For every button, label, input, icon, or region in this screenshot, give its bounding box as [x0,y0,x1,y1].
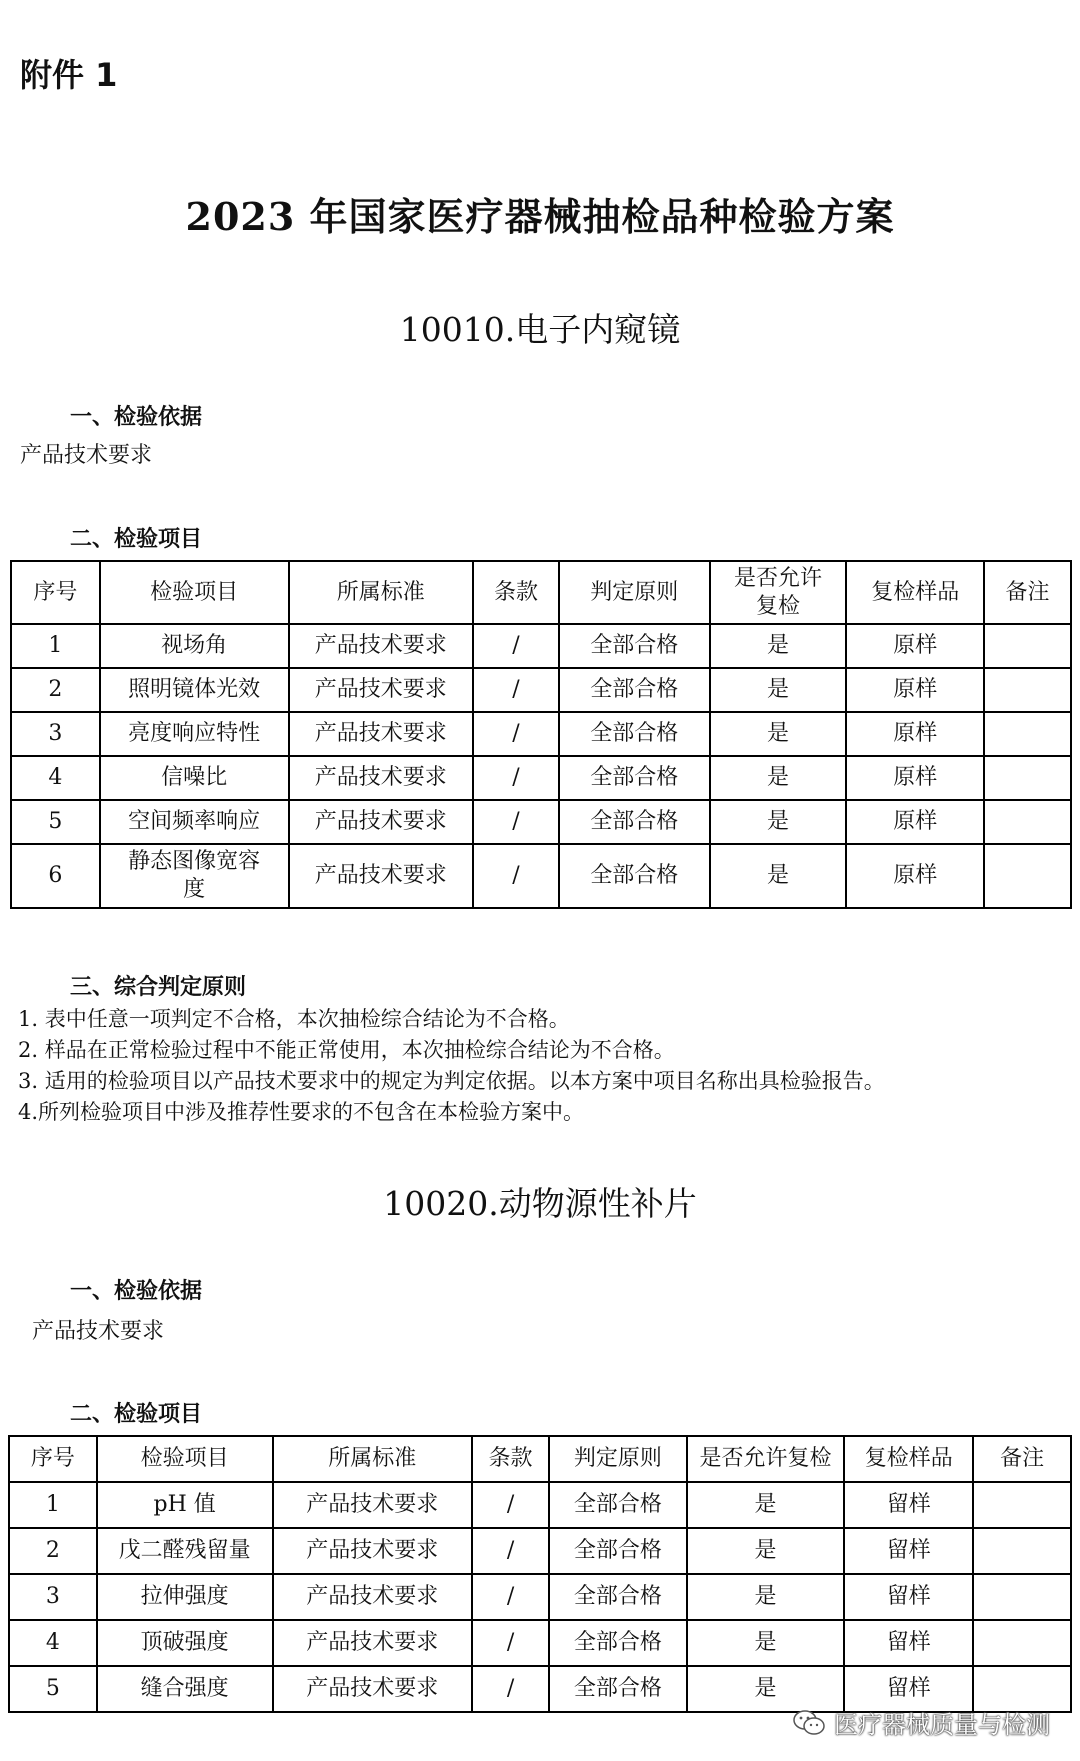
table-cell: 4 [11,756,100,800]
table-cell: 3 [9,1574,97,1620]
table-cell: 全部合格 [559,844,710,908]
header-cell: 序号 [11,561,100,624]
table-row [11,712,1071,756]
rule-item: 2. 样品在正常检验过程中不能正常使用，本次抽检综合结论为不合格。 [18,1038,675,1062]
table-cell: / [473,844,559,908]
table-cell: 空间频率响应 [100,800,289,844]
table-row [9,1620,1071,1666]
table-cell: 产品技术要求 [289,756,474,800]
table-header-row [9,1436,1071,1482]
table-cell: 亮度响应特性 [100,712,289,756]
items-heading-1: 二、检验项目 [70,527,203,552]
header-cell: 所属标准 [289,561,474,624]
table-cell [973,1620,1071,1666]
table-cell: 产品技术要求 [273,1528,473,1574]
table-cell: 全部合格 [549,1666,687,1712]
table-row [11,756,1071,800]
table-cell: 5 [9,1666,97,1712]
table-cell: 全部合格 [549,1620,687,1666]
table-cell: 留样 [844,1574,973,1620]
table-cell: / [472,1482,549,1528]
inspection-table-2 [8,1435,1072,1713]
table-cell: 视场角 [100,624,289,668]
header-cell: 判定原则 [549,1436,687,1482]
table-cell: / [473,668,559,712]
table-cell: 留样 [844,1620,973,1666]
table-cell: 全部合格 [559,624,710,668]
table-cell [984,800,1071,844]
table-cell: 产品技术要求 [289,844,474,908]
basis-text-2: 产品技术要求 [32,1319,165,1344]
rule-item: 1. 表中任意一项判定不合格，本次抽检综合结论为不合格。 [18,1007,570,1031]
header-cell: 判定原则 [559,561,710,624]
table-cell: 全部合格 [559,800,710,844]
table-cell: 是 [710,712,847,756]
attachment-label: 附件 1 [20,56,118,94]
table-cell: / [472,1666,549,1712]
table-cell: 原样 [846,844,984,908]
section-title-1: 10010.电子内窥镜 [399,310,681,349]
table-cell: 产品技术要求 [289,668,474,712]
table-cell: pH 值 [97,1482,273,1528]
judgement-heading-1: 三、综合判定原则 [70,975,247,1000]
table-cell: 产品技术要求 [289,712,474,756]
table-cell: / [473,800,559,844]
table-cell: 留样 [844,1666,973,1712]
rule-item: 4.所列检验项目中涉及推荐性要求的不包含在本检验方案中。 [18,1100,585,1124]
header-cell: 条款 [473,561,559,624]
table-cell: 是 [687,1666,845,1712]
header-cell: 复检样品 [846,561,984,624]
table-cell: 1 [11,624,100,668]
header-cell: 序号 [9,1436,97,1482]
table-cell: 产品技术要求 [289,624,474,668]
table-cell: / [473,712,559,756]
header-cell: 备注 [973,1436,1071,1482]
judgement-rules [18,1004,885,1128]
table-cell: 2 [11,668,100,712]
table-cell: / [472,1528,549,1574]
table-cell: 留样 [844,1528,973,1574]
table-cell: / [473,624,559,668]
table-cell: 1 [9,1482,97,1528]
table-cell: 缝合强度 [97,1666,273,1712]
table-cell: 全部合格 [559,756,710,800]
table-cell [984,712,1071,756]
table-cell: 拉伸强度 [97,1574,273,1620]
table-header-row [11,561,1071,624]
table-cell: 全部合格 [549,1574,687,1620]
table-cell: 原样 [846,712,984,756]
table-cell: 戊二醛残留量 [97,1528,273,1574]
table-row [9,1574,1071,1620]
table-row [9,1528,1071,1574]
table-cell: 原样 [846,800,984,844]
table-cell: 6 [11,844,100,908]
table-cell: 原样 [846,668,984,712]
table-row [11,844,1071,908]
section-title-2: 10020.动物源性补片 [383,1184,697,1223]
table-cell: 全部合格 [549,1482,687,1528]
table-cell: 是 [710,800,847,844]
table-cell: 产品技术要求 [273,1482,473,1528]
header-cell: 复检样品 [844,1436,973,1482]
header-cell: 备注 [984,561,1071,624]
items-heading-2: 二、检验项目 [70,1402,203,1427]
table-cell: 全部合格 [559,712,710,756]
table-cell: 2 [9,1528,97,1574]
table-cell: / [472,1574,549,1620]
table-cell: 产品技术要求 [273,1574,473,1620]
table-cell: 是 [687,1528,845,1574]
table-cell: 是 [710,668,847,712]
table-cell: 全部合格 [549,1528,687,1574]
table-cell: 是 [687,1574,845,1620]
header-cell: 条款 [472,1436,549,1482]
table-cell [973,1482,1071,1528]
table-cell: / [472,1620,549,1666]
table-cell: 3 [11,712,100,756]
table-cell [984,844,1071,908]
basis-heading-2: 一、检验依据 [70,1279,203,1304]
table-cell: 是 [710,624,847,668]
table-cell: 是 [687,1620,845,1666]
document-title: 2023 年国家医疗器械抽检品种检验方案 [185,194,895,239]
table-cell [973,1528,1071,1574]
basis-heading-1: 一、检验依据 [70,405,203,430]
table-cell: 照明镜体光效 [100,668,289,712]
table-cell: / [473,756,559,800]
table-cell [984,624,1071,668]
table-cell: 留样 [844,1482,973,1528]
table-cell: 是 [687,1482,845,1528]
table-row [11,668,1071,712]
header-cell: 是否允许复检 [710,561,847,624]
header-cell: 所属标准 [273,1436,473,1482]
table-cell [973,1574,1071,1620]
table-row [11,800,1071,844]
watermark [792,1705,1050,1740]
table-cell: 产品技术要求 [289,800,474,844]
table-cell: 是 [710,756,847,800]
table-row [11,624,1071,668]
table-row [9,1482,1071,1528]
table-cell: 全部合格 [559,668,710,712]
table-cell: 产品技术要求 [273,1666,473,1712]
table-cell: 5 [11,800,100,844]
table-cell: 静态图像宽容度 [100,844,289,908]
table-cell: 顶破强度 [97,1620,273,1666]
table-cell: 是 [710,844,847,908]
table-cell [984,756,1071,800]
rule-item: 3. 适用的检验项目以产品技术要求中的规定为判定依据。以本方案中项目名称出具检验报告。 [18,1069,885,1093]
header-cell: 检验项目 [97,1436,273,1482]
basis-text-1: 产品技术要求 [20,443,153,468]
table-cell [984,668,1071,712]
wechat-icon [792,1709,826,1737]
table-cell: 产品技术要求 [273,1620,473,1666]
table-cell: 信噪比 [100,756,289,800]
table-cell: 原样 [846,624,984,668]
table-cell: 原样 [846,756,984,800]
watermark-text: 医疗器械质量与检测 [834,1711,1050,1739]
inspection-table-1 [10,560,1072,909]
table-cell: 4 [9,1620,97,1666]
header-cell: 是否允许复检 [687,1436,845,1482]
header-cell: 检验项目 [100,561,289,624]
